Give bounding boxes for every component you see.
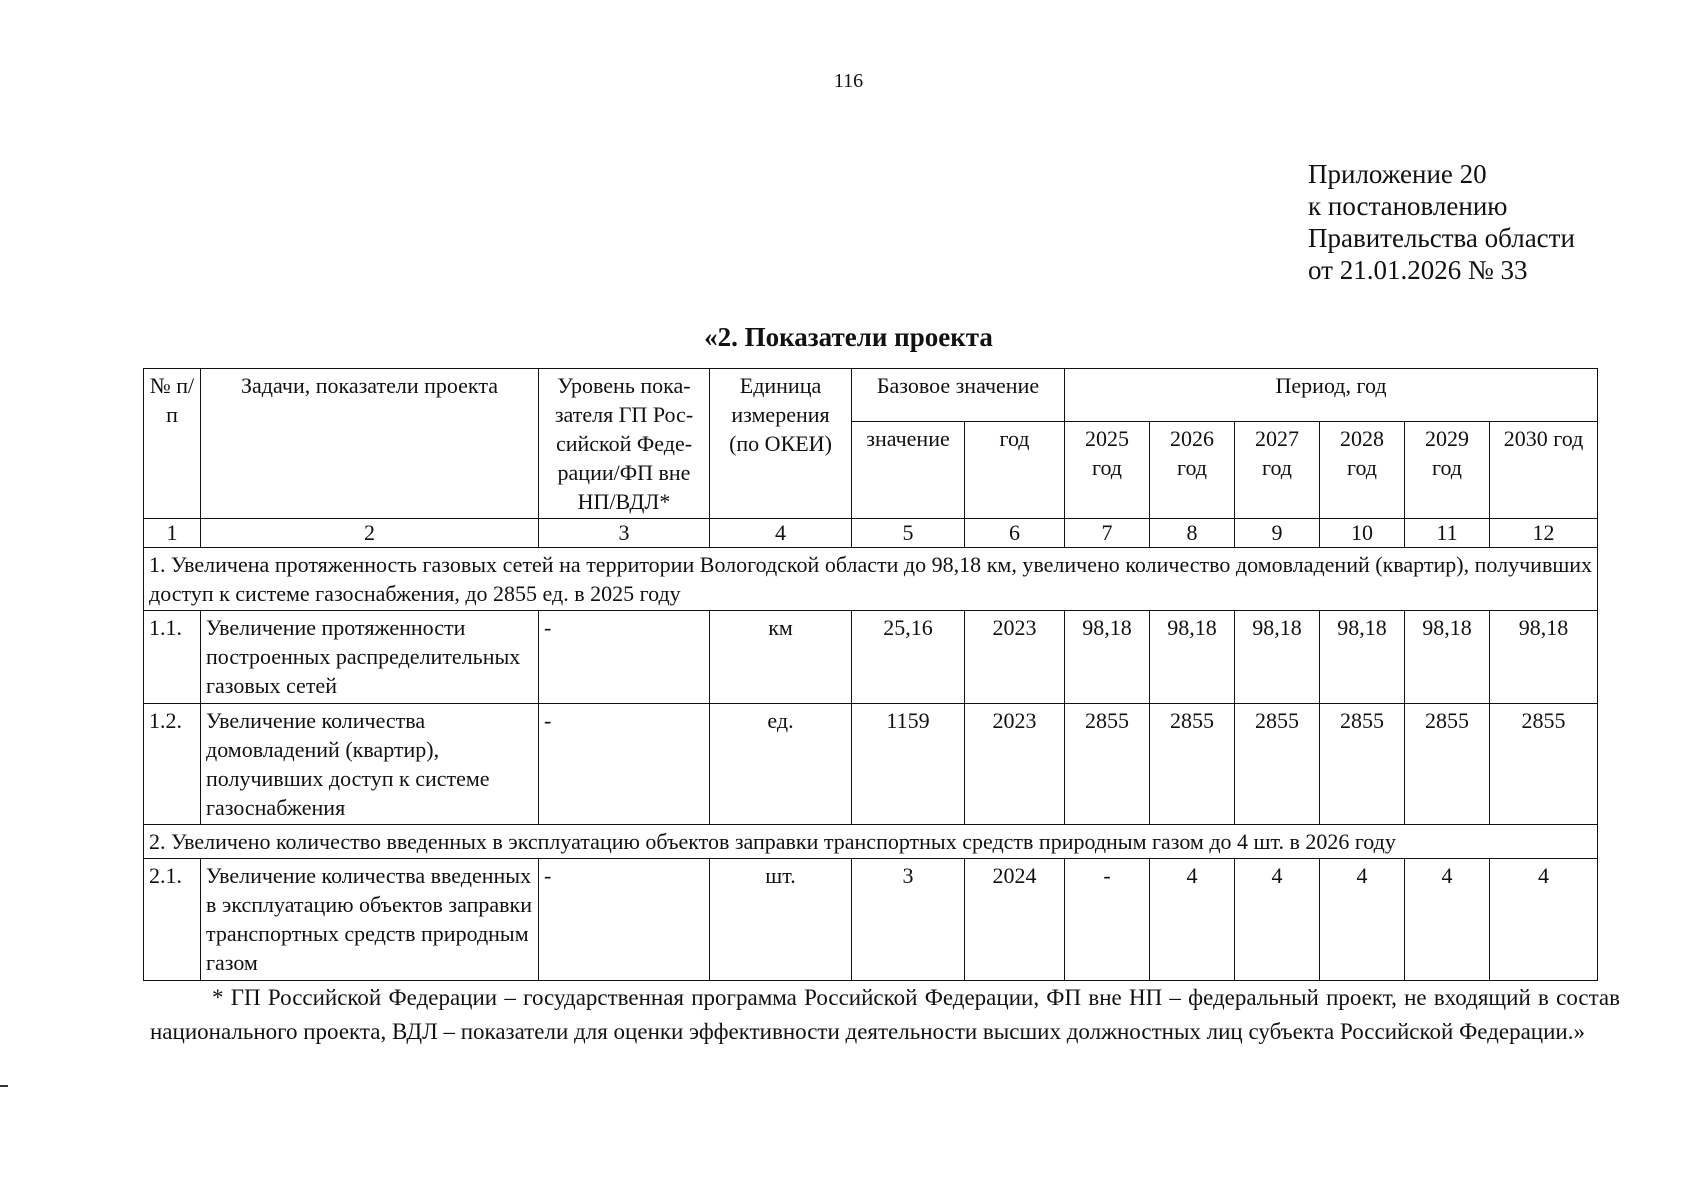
row-base-year: 2023 bbox=[965, 611, 1065, 704]
header-year-2026: 2026 год bbox=[1150, 421, 1235, 518]
appendix-line: Правительства области bbox=[1308, 223, 1575, 253]
column-number: 5 bbox=[852, 519, 965, 548]
appendix-line: к постановлению bbox=[1308, 191, 1508, 221]
row-unit: ед. bbox=[710, 704, 852, 825]
row-value-2025: 98,18 bbox=[1065, 611, 1150, 704]
section-2-row bbox=[144, 825, 1598, 859]
row-name: Увеличение протяженности построенных распределительных газовых сетей bbox=[201, 611, 539, 704]
header-year-2028: 2028 год bbox=[1320, 421, 1405, 518]
header-num: № п/п bbox=[144, 369, 201, 519]
row-unit: км bbox=[710, 611, 852, 704]
margin-mark bbox=[0, 1085, 8, 1087]
row-value-2028: 4 bbox=[1320, 859, 1405, 981]
table-row bbox=[144, 859, 1598, 981]
footnote: * ГП Российской Федерации – государственная программа Российской Федерации, ФП вне НП – федеральный проект, не входящий в состав национального проекта, ВДЛ – показатели для оценки эффективности деятельности высших должностных лиц субъекта Российской Федерации.» bbox=[150, 985, 1620, 1044]
table-row bbox=[144, 704, 1598, 825]
row-value-2028: 2855 bbox=[1320, 704, 1405, 825]
row-value-2029: 4 bbox=[1405, 859, 1490, 981]
row-level: - bbox=[539, 859, 710, 981]
section-2-heading: 2. Увеличено количество введенных в эксплуатацию объектов заправки транспортных средств природным газом до 4 шт. в 2026 году bbox=[144, 825, 1598, 859]
section-1-heading: 1. Увеличена протяженность газовых сетей на территории Вологодской области до 98,18 км, увеличено количество домовладений (квартир), получивших доступ к системе газоснабжения, до 2855 ед. в 2025 году bbox=[144, 548, 1598, 611]
indicators-table bbox=[143, 368, 1598, 981]
row-base-year: 2023 bbox=[965, 704, 1065, 825]
header-year-2029: 2029 год bbox=[1405, 421, 1490, 518]
header-unit: Единица измерения (по ОКЕИ) bbox=[710, 369, 852, 519]
page-number: 116 bbox=[833, 70, 864, 92]
column-number: 11 bbox=[1405, 519, 1490, 548]
column-number: 9 bbox=[1235, 519, 1320, 548]
header-base: Базовое значение bbox=[852, 369, 1065, 422]
row-value-2030: 2855 bbox=[1490, 704, 1598, 825]
column-number: 12 bbox=[1490, 519, 1598, 548]
row-value-2028: 98,18 bbox=[1320, 611, 1405, 704]
column-number: 1 bbox=[144, 519, 201, 548]
column-number: 2 bbox=[201, 519, 539, 548]
row-value-2025: 2855 bbox=[1065, 704, 1150, 825]
row-value-2027: 98,18 bbox=[1235, 611, 1320, 704]
appendix-line: от 21.01.2026 № 33 bbox=[1308, 255, 1528, 285]
row-base-value: 1159 bbox=[852, 704, 965, 825]
row-base-value: 3 bbox=[852, 859, 965, 981]
row-level: - bbox=[539, 704, 710, 825]
section-title: «2. Показатели проекта bbox=[704, 322, 993, 352]
row-value-2027: 2855 bbox=[1235, 704, 1320, 825]
row-value-2026: 2855 bbox=[1150, 704, 1235, 825]
row-name: Увеличение количества домовладений (квартир), получивших доступ к системе газоснабжения bbox=[201, 704, 539, 825]
column-number: 10 bbox=[1320, 519, 1405, 548]
row-value-2029: 2855 bbox=[1405, 704, 1490, 825]
row-value-2029: 98,18 bbox=[1405, 611, 1490, 704]
column-number: 3 bbox=[539, 519, 710, 548]
row-name: Увеличение количества введенных в эксплуатацию объектов заправки транспортных средств природным газом bbox=[201, 859, 539, 981]
row-base-value: 25,16 bbox=[852, 611, 965, 704]
appendix-line: Приложение 20 bbox=[1308, 159, 1487, 189]
header-year-2025: 2025 год bbox=[1065, 421, 1150, 518]
row-level: - bbox=[539, 611, 710, 704]
header-tasks: Задачи, показатели проекта bbox=[201, 369, 539, 519]
row-value-2030: 98,18 bbox=[1490, 611, 1598, 704]
row-value-2030: 4 bbox=[1490, 859, 1598, 981]
row-value-2026: 98,18 bbox=[1150, 611, 1235, 704]
row-num: 2.1. bbox=[144, 859, 201, 981]
header-base-year: год bbox=[965, 421, 1065, 518]
column-number: 8 bbox=[1150, 519, 1235, 548]
header-base-value: значение bbox=[852, 421, 965, 518]
header-year-2027: 2027 год bbox=[1235, 421, 1320, 518]
column-number: 6 bbox=[965, 519, 1065, 548]
header-period: Период, год bbox=[1065, 369, 1598, 422]
header-year-2030: 2030 год bbox=[1490, 421, 1598, 518]
row-base-year: 2024 bbox=[965, 859, 1065, 981]
section-1-row bbox=[144, 548, 1598, 611]
table-row bbox=[144, 611, 1598, 704]
header-level: Уровень пока-зателя ГП Рос-сийской Феде-рации/ФП вне НП/ВДЛ* bbox=[539, 369, 710, 519]
header-row-top bbox=[144, 369, 1598, 422]
column-number: 4 bbox=[710, 519, 852, 548]
row-unit: шт. bbox=[710, 859, 852, 981]
row-value-2025: - bbox=[1065, 859, 1150, 981]
row-num: 1.2. bbox=[144, 704, 201, 825]
row-value-2026: 4 bbox=[1150, 859, 1235, 981]
column-number: 7 bbox=[1065, 519, 1150, 548]
row-value-2027: 4 bbox=[1235, 859, 1320, 981]
appendix-block bbox=[1308, 158, 1575, 286]
row-num: 1.1. bbox=[144, 611, 201, 704]
column-numbers-row bbox=[144, 519, 1598, 548]
